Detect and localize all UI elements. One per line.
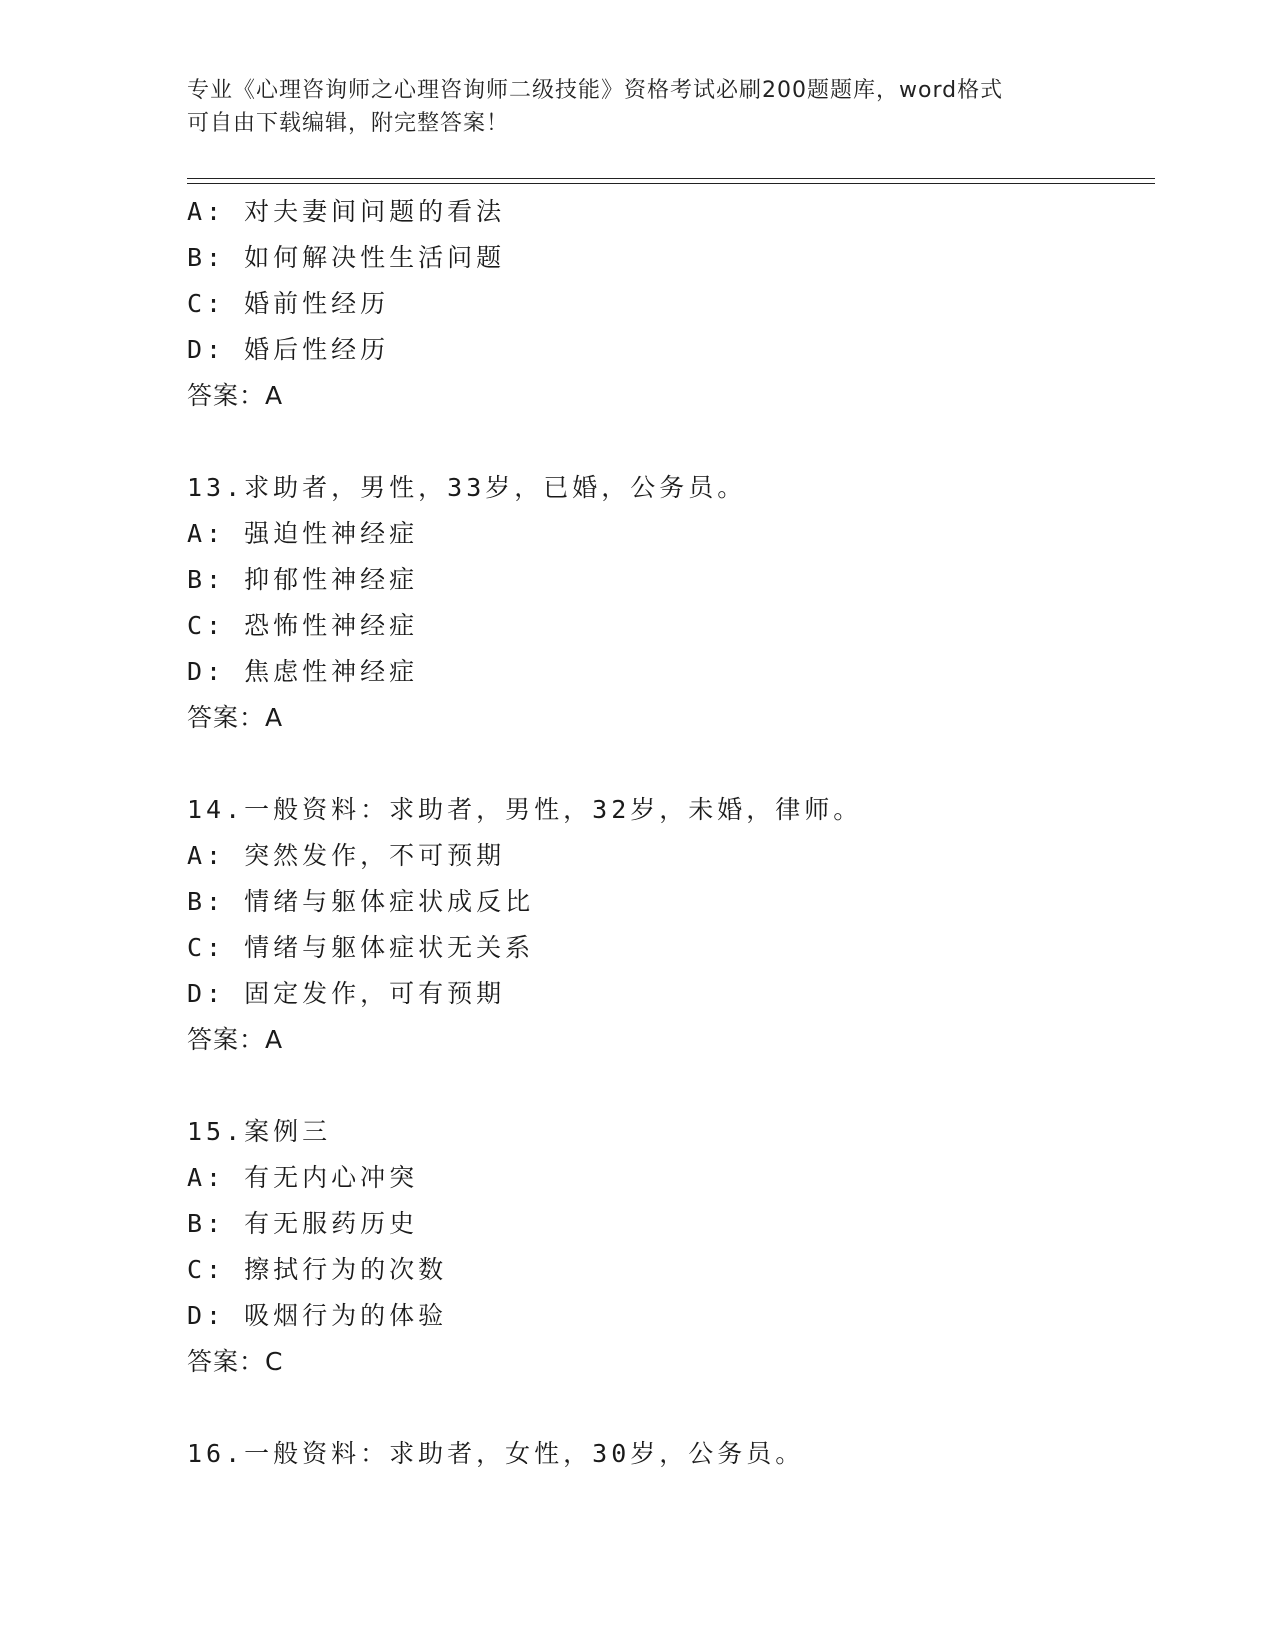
option-d: D: 婚后性经历 [187, 335, 390, 364]
header-line-2: 可自由下载编辑，附完整答案！ [187, 111, 510, 136]
answer-line: 答案：A [187, 1025, 284, 1054]
option-b: B: 有无服药历史 [187, 1209, 419, 1238]
question-14 [187, 787, 1147, 1063]
option-b: B: 抑郁性神经症 [187, 565, 419, 594]
question-16 [187, 1431, 1147, 1477]
question-stem: 13.求助者，男性，33岁，已婚，公务员。 [187, 473, 747, 502]
answer-line: 答案：C [187, 1347, 284, 1376]
question-stem: 14.一般资料：求助者，男性，32岁，未婚，律师。 [187, 795, 863, 824]
option-d: D: 吸烟行为的体验 [187, 1301, 448, 1330]
document-header [187, 74, 1067, 140]
option-d: D: 焦虑性神经症 [187, 657, 419, 686]
option-a: A: 有无内心冲突 [187, 1163, 419, 1192]
question-list [187, 189, 1147, 1477]
answer-line: 答案：A [187, 703, 284, 732]
question-12-continued [187, 189, 1147, 419]
header-divider-bottom [187, 183, 1155, 184]
option-d: D: 固定发作，可有预期 [187, 979, 506, 1008]
question-stem: 16.一般资料：求助者，女性，30岁，公务员。 [187, 1439, 805, 1468]
option-b: B: 如何解决性生活问题 [187, 243, 506, 272]
option-c: C: 情绪与躯体症状无关系 [187, 933, 535, 962]
question-15 [187, 1109, 1147, 1385]
option-a: A: 突然发作，不可预期 [187, 841, 506, 870]
question-stem: 15.案例三 [187, 1117, 332, 1146]
option-a: A: 对夫妻间问题的看法 [187, 197, 506, 226]
question-13 [187, 465, 1147, 741]
header-line-1: 专业《心理咨询师之心理咨询师二级技能》资格考试必刷200题题库，word格式 [187, 78, 1004, 103]
option-a: A: 强迫性神经症 [187, 519, 419, 548]
option-c: C: 恐怖性神经症 [187, 611, 419, 640]
answer-line: 答案：A [187, 381, 284, 410]
header-divider-top [187, 178, 1155, 179]
option-c: C: 婚前性经历 [187, 289, 390, 318]
option-b: B: 情绪与躯体症状成反比 [187, 887, 535, 916]
option-c: C: 擦拭行为的次数 [187, 1255, 448, 1284]
